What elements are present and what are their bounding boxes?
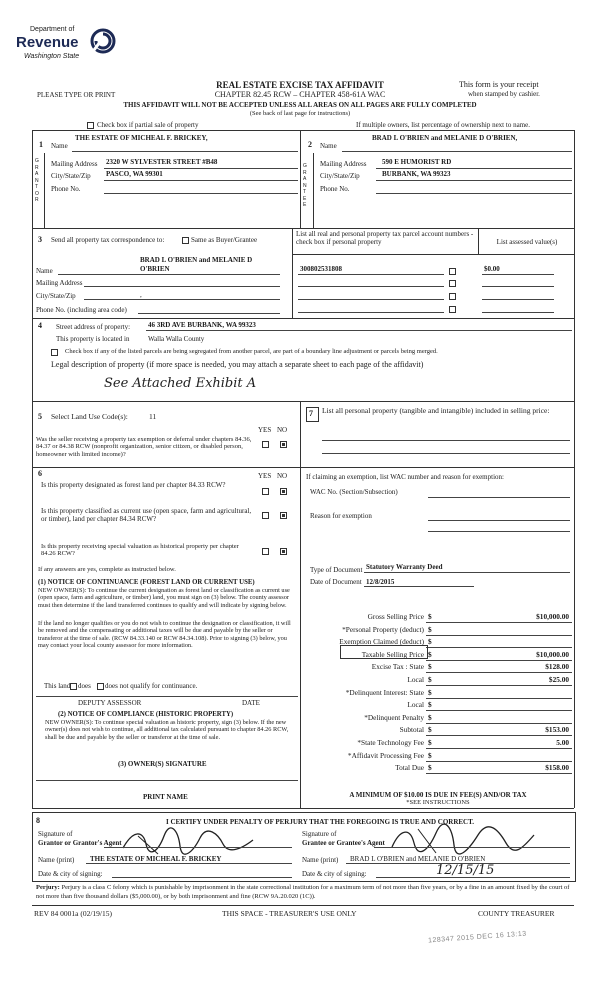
tax-row-label: Exemption Claimed (deduct): [339, 637, 424, 647]
assessed-value[interactable]: $0.00: [484, 265, 500, 273]
parcel-number[interactable]: 300802531808: [300, 265, 342, 273]
rev-number: REV 84 0001a (02/19/15): [34, 909, 112, 918]
tax-name-value-1[interactable]: BRAD L O'BRIEN and MELANIE D: [140, 256, 253, 264]
personal-property-checkbox-3[interactable]: [449, 293, 456, 300]
section-2-number: 2: [308, 140, 312, 149]
tax-row-label: *Delinquent Penalty: [364, 712, 424, 722]
doc-date[interactable]: 12/8/2015: [366, 578, 395, 586]
grantor-side-label: GRANTOR: [35, 158, 39, 203]
minimum-due: A MINIMUM OF $10.00 IS DUE IN FEE(S) AND/OR TAX: [349, 791, 527, 799]
tax-row-value[interactable]: $153.00: [545, 725, 569, 735]
tax-row-label: Total Due: [395, 763, 424, 773]
notice-continuance-text-b: If the land no longer qualifies or you do not wish to continue the designation or classification, it will be removed and the compensating or additional taxes will be due and payable by the seller or transferor at the time of sale. (RCW 84.33.140 or RCW 84.34.108). Prior to signing (3) below, you may contact your local county assessor for more information.: [38, 620, 291, 650]
grantee-name[interactable]: BRAD L O'BRIEN and MELANIE D O'BRIEN,: [372, 134, 518, 142]
section-4-number: 4: [38, 321, 42, 330]
grantee-city-label: City/State/Zip: [320, 172, 360, 180]
grantor-print-label: Name (print): [38, 856, 75, 864]
tax-row-label: Subtotal: [399, 725, 424, 735]
exemption-no-checkbox[interactable]: [280, 441, 287, 448]
tax-city-value[interactable]: ,: [140, 291, 142, 299]
grantor-city-label: City/State/Zip: [51, 172, 91, 180]
tax-row-currency: $: [428, 637, 432, 647]
partial-sale-label: Check box if partial sale of property: [97, 121, 199, 129]
section-6-label: 6: [38, 469, 42, 478]
tax-phone-label: Phone No. (including area code): [36, 306, 127, 314]
grantor-print-name[interactable]: THE ESTATE OF MICHEAL F. BRICKEY: [90, 855, 222, 863]
tax-row-line: [426, 735, 572, 736]
tax-row-label: *Affidavit Processing Fee: [347, 750, 424, 760]
owner-signature-label: (3) OWNER(S) SIGNATURE: [118, 760, 207, 768]
segregated-checkbox[interactable]: [51, 349, 58, 356]
property-street[interactable]: 46 3RD AVE BURBANK, WA 99323: [148, 321, 256, 329]
warning-text: THIS AFFIDAVIT WILL NOT BE ACCEPTED UNLESS ALL AREAS ON ALL PAGES ARE FULLY COMPLETED: [123, 101, 477, 109]
land-does-checkbox[interactable]: [70, 683, 77, 690]
street-label: Street address of property:: [56, 323, 131, 331]
notice-continuance-text-a: NEW OWNER(S): To continue the current designation as forest land or classification as current use (open space, farm and agriculture, or timber) land, you must sign on (3) below. The county assessor must then determine if the land transferred continues to qualify and will indicate by signing below.: [38, 587, 290, 609]
grantor-date-city-label: Date & city of signing:: [38, 870, 103, 878]
tax-row-value[interactable]: $158.00: [545, 763, 569, 773]
grantee-signature-scribble: [388, 823, 538, 855]
doc-date-label: Date of Document: [310, 578, 362, 586]
local-tax-box[interactable]: [340, 645, 428, 659]
grantee-name-label: Name: [320, 142, 337, 150]
personal-property-checkbox-4[interactable]: [449, 306, 456, 313]
no-header-6: NO: [277, 472, 288, 480]
does-not-label: does not qualify for continuance.: [105, 682, 198, 690]
if-any-yes: If any answers are yes, complete as instructed below.: [38, 566, 176, 573]
treasurer-only: THIS SPACE - TREASURER'S USE ONLY: [222, 909, 357, 918]
tax-row-currency: $: [428, 712, 432, 722]
section-5-number: 5: [38, 412, 42, 421]
grantee-city[interactable]: BURBANK, WA 99323: [382, 170, 451, 178]
print-name-label: PRINT NAME: [143, 793, 188, 801]
tax-city-label: City/State/Zip: [36, 292, 76, 300]
logo-main-text: Revenue: [16, 34, 79, 51]
historic-yes-checkbox[interactable]: [262, 548, 269, 555]
doc-type-label: Type of Document: [310, 566, 363, 574]
tax-row-line: [426, 672, 572, 673]
tax-row-value[interactable]: $10,000.00: [536, 612, 569, 621]
notice-compliance-text: NEW OWNER(S): To continue special valuation as historic property, sign (3) below. If the new owner(s) does not wish to continue, all additional tax calculated pursuant to chapter 84.26 RCW, shall be due and payable by the seller or transferor at the time of sale.: [45, 719, 289, 741]
send-tax-label: Send all property tax correspondence to:: [51, 236, 165, 244]
perjury-title: Perjury:: [36, 884, 60, 891]
tax-row-currency: $: [428, 700, 432, 710]
notice-continuance-title: (1) NOTICE OF CONTINUANCE (FOREST LAND OR CURRENT USE): [38, 579, 255, 586]
tax-row-line: [426, 647, 572, 648]
land-does-not-checkbox[interactable]: [97, 683, 104, 690]
certify-statement: I CERTIFY UNDER PENALTY OF PERJURY THAT THE FOREGOING IS TRUE AND CORRECT.: [165, 818, 474, 826]
tax-row-currency: $: [428, 725, 432, 735]
grantor-signature-scribble: [118, 826, 258, 856]
form-title: REAL ESTATE EXCISE TAX AFFIDAVIT: [216, 80, 384, 90]
tax-row-currency: $: [428, 675, 432, 684]
treasurer-stamp: 128347 2015 DEC 16 13:13: [427, 930, 527, 945]
located-label: This property is located in: [56, 335, 130, 343]
legal-description-label: Legal description of property (if more space is needed, you may attach a separate sheet to each page of the affidavit): [51, 360, 424, 369]
tax-row-label: Gross Selling Price: [367, 612, 424, 621]
forest-question: Is this property designated as forest land per chapter 84.33 RCW?: [41, 481, 226, 489]
claiming-exemption-label: If claiming an exemption, list WAC number and reason for exemption:: [306, 473, 504, 481]
tax-row-line: [426, 723, 572, 724]
current-use-question: Is this property classified as current use (open space, farm and agricultural, or timber), land per chapter 84.34 RCW?: [41, 507, 252, 524]
tax-row-line: [426, 710, 572, 711]
tax-name-value-2[interactable]: O'BRIEN: [140, 265, 170, 273]
grantor-mailing[interactable]: 2320 W SYLVESTER STREET #B48: [106, 158, 218, 166]
tax-row-line: [426, 660, 572, 661]
deputy-assessor-label: DEPUTY ASSESSOR: [78, 699, 142, 707]
grantee-sig-label-2: Grantee or Grantee's Agent: [302, 839, 385, 847]
tax-row-label: *Delinquent Interest: State: [345, 687, 424, 697]
forest-yes-checkbox[interactable]: [262, 488, 269, 495]
section-1-number: 1: [39, 140, 43, 149]
tax-row-label: Taxable Selling Price: [361, 649, 424, 659]
tax-row-currency: $: [428, 738, 432, 747]
tax-row-label: Local: [407, 675, 424, 684]
this-land-label: This land: [44, 682, 71, 690]
tax-row-line: [426, 748, 572, 749]
grantor-city[interactable]: PASCO, WA 99301: [106, 170, 163, 178]
personal-property-label: List all personal property (tangible and intangible) included in selling price:: [322, 406, 550, 415]
assessed-header: List assessed value(s): [496, 238, 558, 246]
parcel-header: List all real and personal property tax parcel account numbers - check box if personal property: [296, 230, 474, 247]
legal-description-handwritten[interactable]: See Attached Exhibit A: [104, 376, 257, 391]
grantor-sig-label-2: Grantor or Grantor's Agent: [38, 839, 122, 847]
same-as-buyer-label: Same as Buyer/Grantee: [191, 236, 258, 244]
grantee-signing-date[interactable]: 12/15/15: [436, 863, 495, 878]
tax-mailing-label: Mailing Address: [36, 279, 83, 287]
grantee-phone-label: Phone No.: [320, 185, 350, 193]
same-as-buyer-checkbox[interactable]: [182, 237, 189, 244]
see-back: (See back of last page for instructions): [249, 110, 351, 117]
tax-row-value[interactable]: $128.00: [545, 662, 569, 672]
tax-row-currency: $: [428, 662, 432, 672]
notice-compliance-title: (2) NOTICE OF COMPLIANCE (HISTORIC PROPERTY): [58, 711, 234, 718]
grantor-phone-label: Phone No.: [51, 185, 81, 193]
exemption-question: Was the seller receiving a property tax exemption or deferral under chapters 84.36, 84.37 or 84.38 RCW (nonprofit organization, senior citizen, or disabled person, homeowner with limited income)?: [36, 436, 252, 458]
segregated-label: Check box if any of the listed parcels are being segregated from another parcel, are part of a boundary line adjustment or parcels being merged.: [65, 348, 438, 355]
grantee-print-name[interactable]: BRAD L O'BRIEN and MELANIE D O'BRIEN: [350, 855, 486, 863]
grantee-print-label: Name (print): [302, 856, 339, 864]
grantee-sig-label-1: Signature of: [302, 830, 337, 838]
tax-row-label: *Personal Property (deduct): [342, 624, 424, 634]
tax-row-currency: $: [428, 649, 432, 659]
tax-row-value[interactable]: 5.00: [556, 738, 569, 747]
yes-header-5: YES: [258, 426, 272, 434]
multiple-owners-note: If multiple owners, list percentage of ownership next to name.: [356, 121, 530, 129]
tax-row-value[interactable]: $10,000.00: [536, 649, 569, 659]
tax-row-line: [426, 698, 572, 699]
tax-row-currency: $: [428, 687, 432, 697]
tax-row-line: [426, 622, 572, 623]
grantor-name[interactable]: THE ESTATE OF MICHEAL F. BRICKEY,: [75, 134, 208, 142]
land-use-code[interactable]: 11: [149, 412, 157, 421]
reason-label: Reason for exemption: [310, 512, 372, 520]
tax-row-line: [426, 635, 572, 636]
doc-type[interactable]: Statutory Warranty Deed: [366, 563, 443, 571]
partial-sale-checkbox[interactable]: [87, 122, 94, 129]
section-7-number: 7: [309, 409, 313, 418]
grantor-mailing-label: Mailing Address: [51, 160, 98, 168]
dor-logo: [14, 26, 124, 70]
current-use-yes-checkbox[interactable]: [262, 512, 269, 519]
tax-row-label: Local: [407, 700, 424, 710]
tax-row-currency: $: [428, 763, 432, 773]
logo-sub-text: Washington State: [24, 53, 80, 60]
land-use-label: Select Land Use Code(s):: [51, 412, 128, 421]
historic-no-checkbox[interactable]: [280, 548, 287, 555]
tax-row-line: [426, 773, 572, 774]
form-chapter: CHAPTER 82.45 RCW – CHAPTER 458-61A WAC: [214, 90, 386, 99]
receipt-note: This form is your receipt: [459, 80, 539, 89]
personal-property-checkbox-2[interactable]: [449, 280, 456, 287]
county-treasurer: COUNTY TREASURER: [478, 909, 555, 918]
wac-label: WAC No. (Section/Subsection): [310, 488, 398, 496]
grantee-mailing-label: Mailing Address: [320, 160, 367, 168]
receipt-note-2: when stamped by cashier.: [468, 90, 540, 98]
grantee-side-label: GRANTEE: [303, 163, 307, 208]
grantee-date-city-label: Date & city of signing:: [302, 870, 367, 878]
tax-row-label: *State Technology Fee: [357, 738, 424, 747]
tax-row-label: Excise Tax : State: [371, 662, 424, 672]
historic-question: Is this property receiving special valuation as historical property per chapter 84.26 RCW?: [41, 543, 239, 558]
perjury-text: [36, 884, 572, 902]
forest-no-checkbox[interactable]: [280, 488, 287, 495]
tax-row-currency: $: [428, 624, 432, 634]
tax-row-currency: $: [428, 750, 432, 760]
logo-top-text: Department of: [30, 26, 75, 33]
tax-name-label: Name: [36, 267, 53, 275]
tax-row-line: [426, 761, 572, 762]
tax-row-line: [426, 685, 572, 686]
section-3-number: 3: [38, 235, 42, 244]
personal-property-checkbox-1[interactable]: [449, 268, 456, 275]
property-county[interactable]: Walla Walla County: [148, 335, 205, 343]
section-8-number: 8: [36, 816, 40, 825]
perjury-body: Perjury is a class C felony which is punishable by imprisonment in the state correctional institution for a maximum term of not more than five years, or by a fine in an amount fixed by the court of not more than five thousand dollars ($5,000.00), or by both imprisonment and fine (RCW 9A.20.020 (1C)).: [36, 884, 570, 900]
tax-row-value[interactable]: $25.00: [548, 675, 569, 684]
grantee-mailing[interactable]: 590 E HUMORIST RD: [382, 158, 452, 166]
tax-row-currency: $: [428, 612, 432, 621]
please-type: PLEASE TYPE OR PRINT: [37, 91, 116, 99]
grantor-sig-label-1: Signature of: [38, 830, 73, 838]
grantee-signature[interactable]: [388, 823, 538, 857]
dor-swirl-icon: [90, 28, 116, 54]
grantor-name-label: Name: [51, 142, 68, 150]
does-label: does: [78, 682, 91, 690]
current-use-no-checkbox[interactable]: [280, 512, 287, 519]
yes-header-6: YES: [258, 472, 272, 480]
deputy-date-label: DATE: [242, 699, 260, 707]
see-instructions: *SEE INSTRUCTIONS: [406, 799, 470, 806]
exemption-yes-checkbox[interactable]: [262, 441, 269, 448]
no-header-5: NO: [277, 426, 288, 434]
